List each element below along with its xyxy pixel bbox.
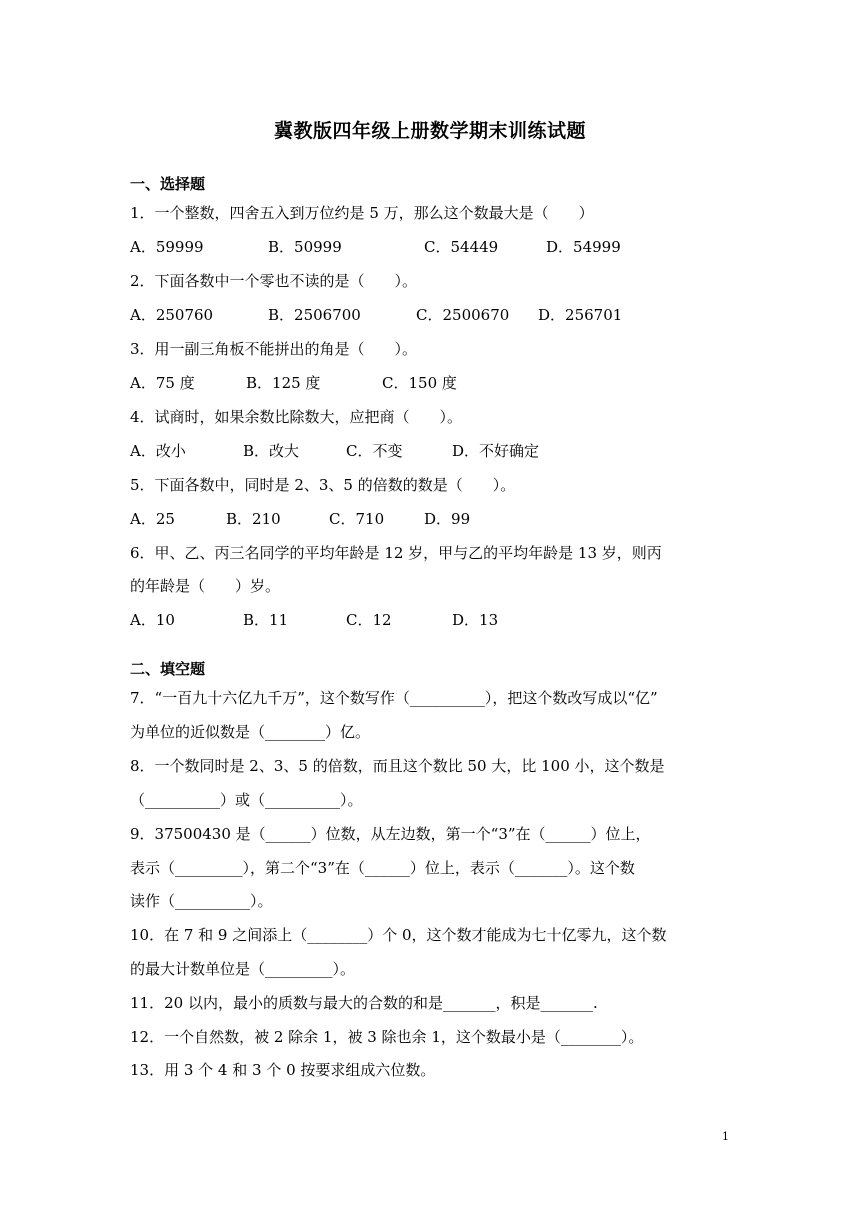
q2-option-d: D．256701 (538, 306, 623, 324)
q6-option-c: C．12 (346, 611, 392, 629)
question-4: 4．试商时，如果余数比除数大，应把商（ ）。 (130, 408, 463, 426)
q2-option-b: B．2506700 (268, 306, 361, 324)
q5-option-b: B．210 (226, 510, 281, 528)
q1-option-d: D．54999 (546, 238, 621, 256)
question-8-line-2: （__________）或（__________）。 (130, 791, 363, 809)
q3-option-a: A．75 度 (130, 374, 195, 392)
question-6-line-2: 的年龄是（ ）岁。 (130, 577, 281, 595)
question-2: 2．下面各数中一个零也不读的是（ ）。 (130, 272, 418, 290)
q5-option-c: C．710 (329, 510, 385, 528)
q3-option-c: C．150 度 (382, 374, 457, 392)
question-12: 12．一个自然数，被 2 除余 1，被 3 除也余 1，这个数最小是（________）。 (130, 1028, 644, 1046)
q5-option-d: D．99 (424, 510, 471, 528)
question-3: 3．用一副三角板不能拼出的角是（ ）。 (130, 340, 418, 358)
q1-option-b: B．50999 (268, 238, 342, 256)
question-5: 5．下面各数中，同时是 2、3、5 的倍数的数是（ ）。 (130, 476, 516, 494)
section-heading-fill: 二、填空题 (130, 660, 206, 678)
question-13: 13．用 3 个 4 和 3 个 0 按要求组成六位数。 (130, 1061, 436, 1079)
page-number: 1 (722, 1130, 729, 1143)
question-8-line-1: 8．一个数同时是 2、3、5 的倍数，而且这个数比 50 大，比 100 小，这个数是 (130, 757, 665, 775)
q6-option-b: B．11 (243, 611, 289, 629)
question-6-line-1: 6．甲、乙、丙三名同学的平均年龄是 12 岁，甲与乙的平均年龄是 13 岁，则丙 (130, 544, 662, 562)
q6-option-d: D．13 (452, 611, 499, 629)
question-9-line-3: 读作（__________）。 (130, 892, 273, 910)
q4-option-b: B．改大 (243, 442, 300, 460)
question-10-line-1: 10．在 7 和 9 之间添上（________）个 0，这个数才能成为七十亿零九，这个数 (130, 926, 667, 944)
q5-option-a: A．25 (130, 510, 175, 528)
question-1: 1．一个整数，四舍五入到万位约是 5 万，那么这个数最大是（ ） (130, 204, 594, 222)
q3-option-b: B．125 度 (246, 374, 321, 392)
question-9-line-2: 表示（_________），第二个“3”在（______）位上，表示（_______）。这个数 (130, 859, 635, 877)
q1-option-c: C．54449 (424, 238, 499, 256)
q4-option-a: A．改小 (130, 442, 186, 460)
q6-option-a: A．10 (130, 611, 175, 629)
document-title: 冀教版四年级上册数学期末训练试题 (273, 120, 586, 142)
q4-option-d: D．不好确定 (452, 442, 540, 460)
question-7-line-2: 为单位的近似数是（________）亿。 (130, 723, 371, 741)
q2-option-c: C．2500670 (416, 306, 510, 324)
question-10-line-2: 的最大计数单位是（_________）。 (130, 960, 356, 978)
q4-option-c: C．不变 (346, 442, 403, 460)
question-9-line-1: 9．37500430 是（______）位数，从左边数，第一个“3”在（______）位上， (130, 825, 651, 843)
q2-option-a: A．250760 (130, 306, 214, 324)
section-heading-choice: 一、选择题 (130, 175, 206, 193)
question-7-line-1: 7．“一百九十六亿九千万”，这个数写作（__________），把这个数改写成以“亿” (130, 689, 658, 707)
question-11: 11．20 以内，最小的质数与最大的合数的和是_______，积是_______. (130, 994, 598, 1012)
q1-option-a: A．59999 (130, 238, 204, 256)
